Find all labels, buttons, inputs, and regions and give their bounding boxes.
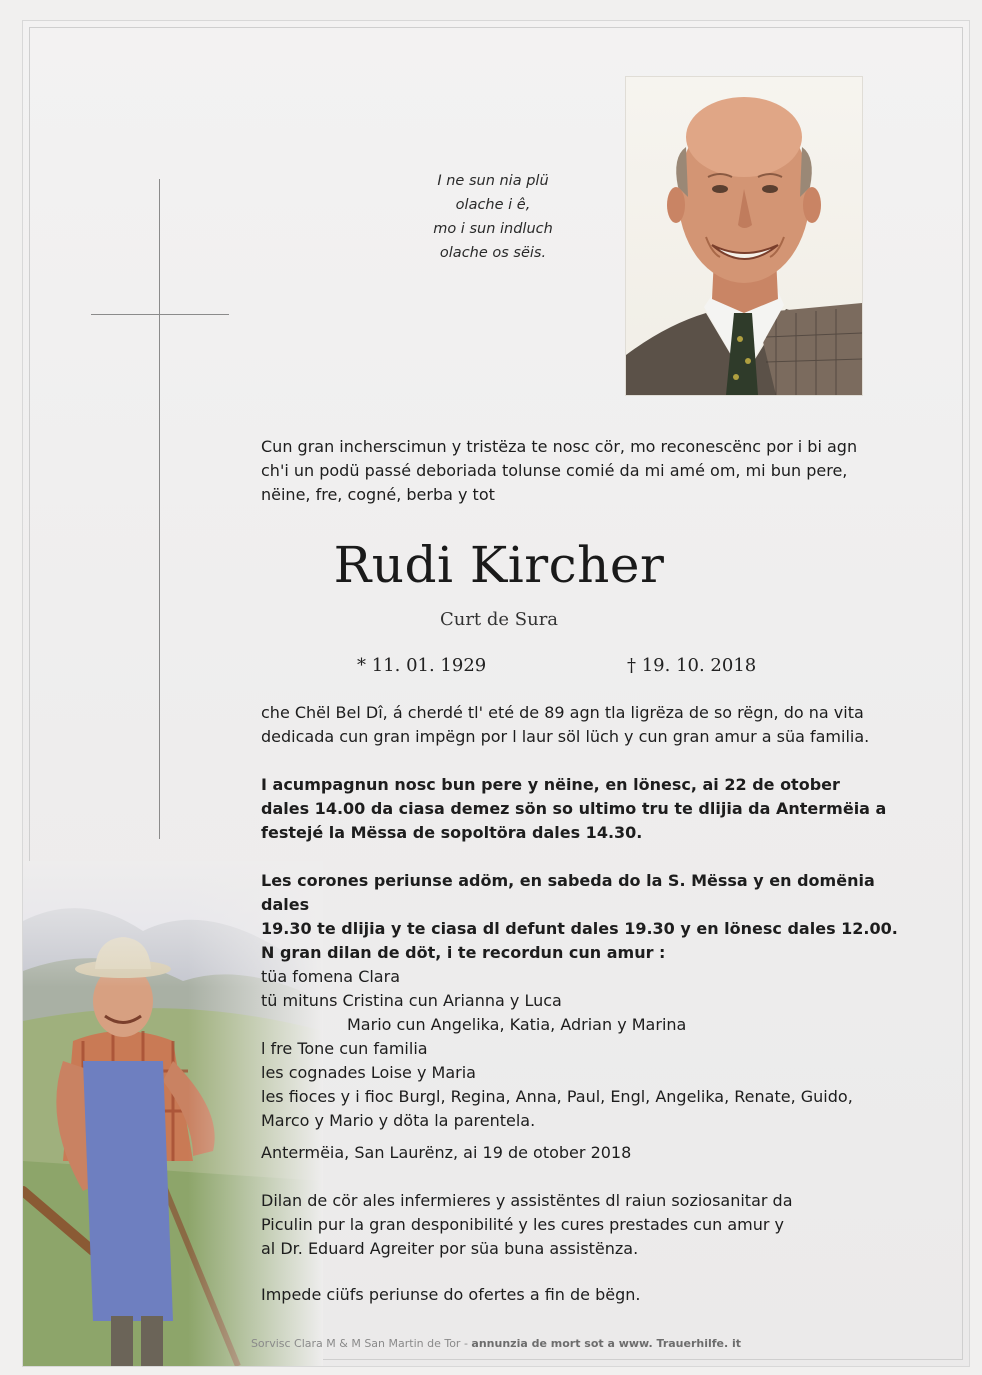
- mourner-line: Marco y Mario y döta la parentela.: [261, 1111, 536, 1130]
- paragraph-line: I acumpagnun nosc bun pere y nëine, en lönesc, ai 22 de otober: [261, 775, 840, 794]
- footer-website: annunzia de mort sot a www. Trauerhilfe. it: [471, 1337, 742, 1350]
- paragraph-line: Piculin pur la gran desponibilité y les cures prestades cun amur y: [261, 1215, 785, 1234]
- poem-line: olache i ê,: [455, 197, 531, 213]
- poem-line: I ne sun nia plü: [437, 173, 549, 189]
- closing-note: Impede ciüfs periunse do ofertes a fin de bëgn.: [261, 1285, 641, 1304]
- cross-horizontal: [91, 314, 229, 315]
- paragraph-line: al Dr. Eduard Agreiter por süa buna assistënza.: [261, 1239, 639, 1258]
- intro-paragraph: [261, 435, 901, 507]
- intro-line: nëine, fre, cogné, berba y tot: [261, 485, 495, 504]
- mourner-line: Mario cun Angelika, Katia, Adrian y Marina: [347, 1015, 687, 1034]
- thanks-paragraph: [261, 1189, 901, 1261]
- paragraph-line: Dilan de cör ales infermieres y assistëntes dl raiun soziosanitar da: [261, 1191, 793, 1210]
- portrait-photo: [625, 76, 863, 396]
- mourner-line: tüa fomena Clara: [261, 967, 400, 986]
- mourner-line: l fre Tone cun familia: [261, 1039, 428, 1058]
- mourner-line: les cognades Loise y Maria: [261, 1063, 476, 1082]
- portrait-illustration: [626, 77, 862, 395]
- deceased-name: Rudi Kircher: [333, 536, 665, 594]
- paragraph-line: festejé la Mëssa de sopoltöra dales 14.30.: [261, 823, 643, 842]
- rosary-paragraph: [261, 869, 901, 941]
- mourners-heading: N gran dilan de döt, i te recordun cun amur :: [261, 943, 666, 962]
- mourner-line: les fioces y i fioc Burgl, Regina, Anna, Paul, Engl, Angelika, Renate, Guido,: [261, 1087, 853, 1106]
- paragraph-line: dedicada cun gran impëgn por l laur söl lüch y cun gran amur a süa familia.: [261, 727, 870, 746]
- mourners-list: [261, 941, 901, 1133]
- obituary-sheet: [22, 20, 970, 1367]
- cross-vertical: [159, 179, 160, 839]
- paragraph-line: che Chël Bel Dî, á cherdé tl' eté de 89 agn tla ligrëza de so rëgn, do na vita: [261, 703, 864, 722]
- birth-date: * 11. 01. 1929: [357, 655, 487, 676]
- mourner-line: tü mituns Cristina cun Arianna y Luca: [261, 991, 562, 1010]
- house-name: Curt de Sura: [439, 609, 559, 630]
- poem-line: mo i sun indluch: [433, 221, 553, 237]
- poem: [343, 169, 643, 265]
- place-date: Antermëia, San Laurënz, ai 19 de otober 2018: [261, 1143, 632, 1162]
- death-date: † 19. 10. 2018: [627, 655, 757, 676]
- paragraph-line: dales 14.00 da ciasa demez sön so ultimo tru te dlijia da Antermëia a: [261, 799, 887, 818]
- funeral-paragraph: [261, 773, 901, 845]
- life-paragraph: [261, 701, 901, 749]
- intro-line: ch'i un podü passé deboriada tolunse comié da mi amé om, mi bun pere,: [261, 461, 848, 480]
- footer: [23, 1337, 969, 1350]
- paragraph-line: 19.30 te dlijia y te ciasa dl defunt dales 19.30 y en lönesc dales 12.00.: [261, 919, 898, 938]
- footer-service: Sorvisc Clara M & M San Martin de Tor -: [250, 1337, 472, 1350]
- poem-line: olache os sëis.: [439, 245, 547, 261]
- intro-line: Cun gran incherscimun y tristëza te nosc cör, mo reconescënc por i bi agn: [261, 437, 858, 456]
- paragraph-line: Les corones periunse adöm, en sabeda do la S. Mëssa y en domënia dales: [261, 871, 875, 914]
